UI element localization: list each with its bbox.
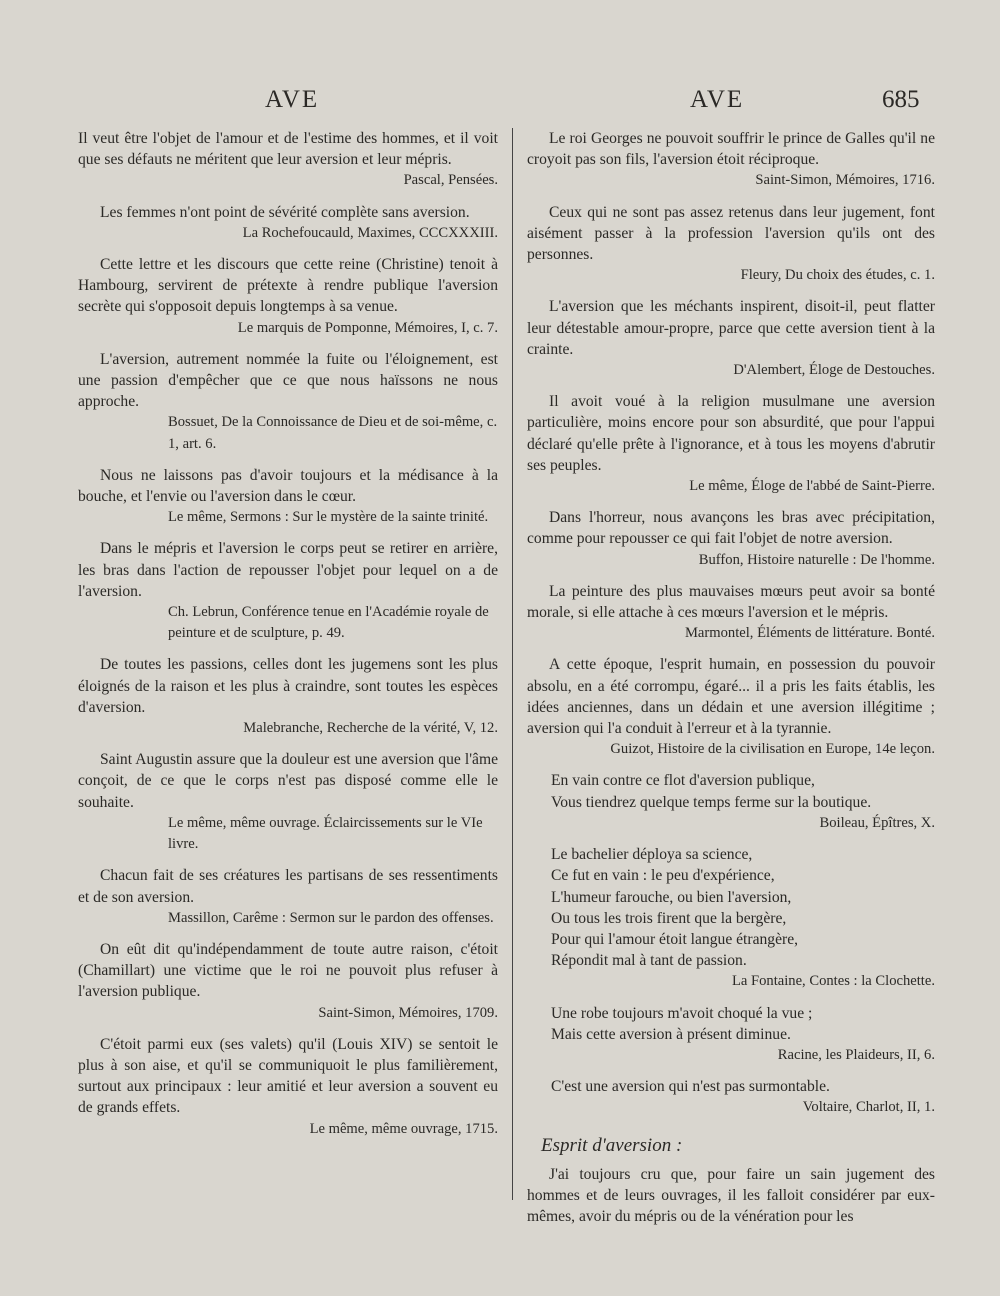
quotation-text: L'aversion que les méchants inspirent, disoit-il, peut flatter leur détestable amour-propre, parce que cette aversion tient à la crainte. <box>527 298 935 358</box>
verse-line: C'est une aversion qui n'est pas surmontable. <box>551 1078 830 1096</box>
quotation-text: L'aversion, autrement nommée la fuite ou l'éloignement, est une passion d'empêcher que ce que nous haïssons ne nous approche. <box>78 350 498 411</box>
quotation-source: La Rochefoucauld, Maximes, CCCXXXIII. <box>242 224 498 241</box>
quotation-entry <box>527 128 935 192</box>
page-header <box>0 86 1000 126</box>
verse-line: Ou tous les trois firent que la bergère, <box>551 909 787 927</box>
quotation-source: Fleury, Du choix des études, c. 1. <box>740 267 935 284</box>
quotation-source: Le même, Sermons : Sur le mystère de la sainte trinité. <box>168 509 489 526</box>
quotation-entry <box>78 465 498 529</box>
quotation-text: Chacun fait de ses créatures les partisans de ses ressentiments et de son aversion. <box>78 867 498 906</box>
quotation-text: Il veut être l'objet de l'amour et de l'estime des hommes, et il voit que ses défauts ne méritent que leur aversion et leur mépris. <box>78 130 498 169</box>
quotation-source: Saint-Simon, Mémoires, 1716. <box>755 172 935 189</box>
quotation-text: Il avoit voué à la religion musulmane une aversion particulière, moins encore pour son absurdité, que pour l'appui déclaré qu'elle prête à l'ignorance, et à tous les moyens d'abrutir ses peuples. <box>527 393 935 474</box>
quotation-source: D'Alembert, Éloge de Destouches. <box>733 362 935 379</box>
quotation-text: Cette lettre et les discours que cette reine (Christine) tenoit à Hambourg, servirent de prétexte à rendre publique l'aversion secrète qui s'opposoit depuis longtemps à sa venue. <box>78 256 498 316</box>
quotation-entry <box>78 1034 498 1140</box>
quotation-text: C'étoit parmi eux (ses valets) qu'il (Louis XIV) se sentoit le plus à son aise, et qu'il se communiquoit le plus familièrement, surtout aux principaux : leur amitié et leur aversion a souvent eu de grands effets. <box>78 1035 498 1117</box>
verse-line: Répondit mal à tant de passion. <box>551 952 747 970</box>
quotation-entry <box>78 749 498 855</box>
verse-lines <box>527 770 935 812</box>
quotation-source: Saint-Simon, Mémoires, 1709. <box>318 1004 498 1021</box>
verse-quotation <box>527 844 935 992</box>
left-column <box>78 128 498 1150</box>
quotation-text: Les femmes n'ont point de sévérité complète sans aversion. <box>100 203 470 221</box>
quotation-text: Nous ne laissons pas d'avoir toujours et la médisance à la bouche, et l'envie ou l'aversion dans le cœur. <box>78 466 498 506</box>
quotation-entry <box>527 654 935 760</box>
verse-line: En vain contre ce flot d'aversion publique, <box>551 772 815 790</box>
verse-quotation <box>527 1003 935 1067</box>
verse-source: Voltaire, Charlot, II, 1. <box>802 1099 935 1116</box>
quotation-entry <box>78 939 498 1024</box>
final-paragraph: J'ai toujours cru que, pour faire un sain jugement des hommes et de leurs ouvrages, il les falloit considérer par eux-mêmes, avoir du mépris ou de la vénération pour les <box>527 1165 935 1226</box>
verse-line: Ce fut en vain : le peu d'expérience, <box>551 867 775 885</box>
verse-lines <box>527 1003 935 1045</box>
quotation-text: Saint Augustin assure que la douleur est une aversion que l'âme conçoit, de ce que le corps n'est pas disposé comme elle le souhaite. <box>78 751 498 811</box>
header-right-word: AVE <box>690 86 745 113</box>
quotation-text: La peinture des plus mauvaises mœurs peut avoir sa bonté morale, si elle attache à ces mœurs l'aversion et le mépris. <box>527 582 935 622</box>
verse-quotation <box>527 770 935 834</box>
quotation-source: Le même, même ouvrage. Éclaircissements sur le VIe livre. <box>168 814 483 853</box>
verse-line: Vous tiendrez quelque temps ferme sur la boutique. <box>551 793 872 811</box>
quotation-text: A cette époque, l'esprit humain, en possession du pouvoir absolu, en a été corrompu, égaré... il a pris les faits établis, les idées anciennes, dans un dédain et une aversion illégitime ; aversion qui l'a conduit à l'erreur et à la tyrannie. <box>527 656 935 738</box>
quotation-entry <box>78 202 498 244</box>
quotation-entry <box>78 654 498 739</box>
verse-line: Une robe toujours m'avoit choqué la vue ; <box>551 1004 813 1022</box>
quotation-source: Le même, même ouvrage, 1715. <box>309 1120 498 1137</box>
verse-lines <box>527 844 935 971</box>
verse-line: Pour qui l'amour étoit langue étrangère, <box>551 930 799 948</box>
header-left-word: AVE <box>265 86 320 113</box>
page-number: 685 <box>882 86 920 113</box>
quotation-source: Ch. Lebrun, Conférence tenue en l'Académie royale de peinture et de sculpture, p. 49. <box>168 604 489 642</box>
quotation-source: Marmontel, Éléments de littérature. Bonté. <box>684 625 935 642</box>
quotation-entry <box>78 538 498 644</box>
quotation-source: Pascal, Pensées. <box>403 172 498 189</box>
quotation-entry <box>527 202 935 287</box>
quotation-source: Guizot, Histoire de la civilisation en Europe, 14e leçon. <box>610 741 935 758</box>
column-divider <box>512 128 513 1200</box>
quotation-text: Dans le mépris et l'aversion le corps peut se retirer en arrière, les bras dans l'action de repousser l'objet pour lequel on a de l'aversion. <box>78 540 498 600</box>
quotation-entry <box>527 391 935 497</box>
quotation-entry <box>78 254 498 339</box>
quotation-source: Malebranche, Recherche de la vérité, V, 12. <box>243 720 498 737</box>
verse-source: La Fontaine, Contes : la Clochette. <box>731 973 935 990</box>
quotation-entry <box>78 865 498 929</box>
quotation-text: On eût dit qu'indépendamment de toute autre raison, c'étoit (Chamillart) une victime que le roi ne pouvoit plus refuser à l'aversion publique. <box>78 940 498 1001</box>
quotation-source: Buffon, Histoire naturelle : De l'homme. <box>698 551 935 568</box>
quotation-source: Le même, Éloge de l'abbé de Saint-Pierre. <box>689 478 935 495</box>
quotation-entry <box>527 507 935 571</box>
verse-lines <box>527 1076 935 1097</box>
quotation-source: Massillon, Carême : Sermon sur le pardon des offenses. <box>168 909 494 926</box>
quotation-source: Bossuet, De la Connoissance de Dieu et de soi-même, c. 1, art. 6. <box>168 414 498 452</box>
quotation-entry <box>78 128 498 192</box>
verse-quotation <box>527 1076 935 1118</box>
verse-line: Le bachelier déploya sa science, <box>551 846 753 864</box>
quotation-text: Dans l'horreur, nous avançons les bras avec précipitation, comme pour repousser ce qui fait l'objet de notre aversion. <box>527 509 935 548</box>
quotation-source: Le marquis de Pomponne, Mémoires, I, c. 7. <box>237 319 498 336</box>
verse-line: L'humeur farouche, ou bien l'aversion, <box>551 888 792 906</box>
quotation-text: De toutes les passions, celles dont les jugemens sont les plus éloignés de la raison et les plus à craindre, sont toutes les espèces d'aversion. <box>78 656 498 716</box>
verse-line: Mais cette aversion à présent diminue. <box>551 1025 791 1043</box>
verse-source: Racine, les Plaideurs, II, 6. <box>777 1046 935 1063</box>
quotation-entry <box>78 349 498 455</box>
verse-source: Boileau, Épîtres, X. <box>819 814 935 831</box>
quotation-text: Ceux qui ne sont pas assez retenus dans leur jugement, font aisément passer à la profession l'aversion qu'ils ont des personnes. <box>527 203 935 264</box>
quotation-entry <box>527 581 935 645</box>
quotation-text: Le roi Georges ne pouvoit souffrir le prince de Galles qu'il ne croyoit pas son fils, l'aversion étoit réciproque. <box>527 130 935 169</box>
quotation-entry <box>527 296 935 381</box>
section-heading: Esprit d'aversion : <box>541 1134 683 1156</box>
right-column <box>527 128 935 1227</box>
